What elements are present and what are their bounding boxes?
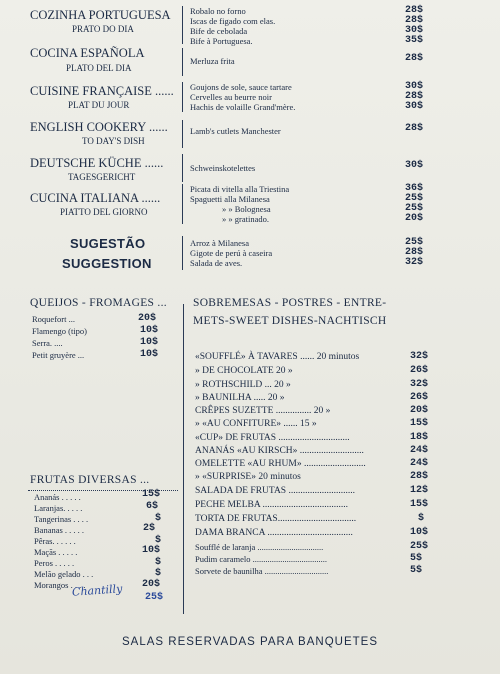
brace [182,48,187,76]
price: 10$ [140,337,159,348]
price: 24$ [410,445,429,456]
list-item: Bananas . . . . . [34,525,85,535]
price: 18$ [410,432,429,443]
price: 10$ [410,527,429,538]
dish: Robalo no forno [190,6,246,16]
cuisine-subtitle: PIATTO DEL GIORNO [60,207,148,217]
cuisine-title: CUCINA ITALIANA ...... [30,191,161,205]
list-item: Roquefort ... [32,314,75,324]
dish: » » Bolognesa [222,204,271,214]
list-item: Pudim caramelo ................................... [195,554,327,564]
price: 30$ [405,81,424,92]
dish: Merluza frita [190,56,235,66]
dish: Iscas de figado com elas. [190,16,276,26]
cuisine-title: CUISINE FRANÇAISE ...... [30,84,174,98]
brace [182,236,187,270]
list-item: TORTA DE FRUTAS................................. [195,514,357,524]
dish: Spaguetti alla Milanesa [190,194,270,204]
list-item: DAMA BRANCA .................................... [195,528,353,538]
handwritten-note: Chantilly [71,582,123,599]
suggestion-title: SUGESTÃO [70,236,146,251]
section-title: SOBREMESAS - POSTRES - ENTRE- [193,297,387,309]
list-item: Tangerinas . . . . [34,514,89,524]
dish: Picata di vitella alla Triestina [190,184,290,194]
price: 30$ [405,25,424,36]
dish: Gigote de perú à caseira [190,248,273,258]
price: 25$ [405,193,424,204]
price: 6$ [146,501,159,512]
price: 15$ [410,418,429,429]
brace [182,120,187,148]
cuisine-title: DEUTSCHE KÜCHE ...... [30,156,164,170]
price: 28$ [405,5,424,16]
section-title: METS-SWEET DISHES-NACHTISCH [193,315,387,327]
price: 2$ [143,523,156,534]
dish: Cervelles au beurre noir [190,92,272,102]
price: 25$ [410,541,429,552]
price: 36$ [405,183,424,194]
price: 28$ [410,471,429,482]
list-item: CRÊPES SUZETTE ............... 20 » [195,406,331,416]
list-item: Petit gruyère ... [32,350,85,360]
price: 28$ [405,53,424,64]
section-title: FRUTAS DIVERSAS ... [30,474,150,486]
list-item: Melão gelado . . . [34,569,94,579]
column-divider [183,304,184,614]
cuisine-subtitle: PLAT DU JOUR [68,100,130,110]
list-item: Morangos . . . . [34,580,86,590]
list-item: «SOUFFLÉ» À TAVARES ...... 20 minutos [195,352,360,362]
price: 32$ [410,351,429,362]
list-item: Flamengo (tipo) [32,326,88,336]
dish: Schweinskotelettes [190,163,256,173]
price: 10$ [140,325,159,336]
price: 25$ [145,592,164,603]
brace [182,82,187,112]
list-item: » ROTHSCHILD ... 20 » [195,380,291,390]
price: 5$ [410,553,423,564]
suggestion-subtitle: SUGGESTION [62,256,152,271]
price: 15$ [410,499,429,510]
price: $ [155,535,162,546]
brace [182,6,187,44]
price: $ [418,513,425,524]
dish: Bife à Portuguesa. [190,36,253,46]
price: 35$ [405,35,424,46]
cuisine-subtitle: PRATO DO DIA [72,24,134,34]
list-item: » DE CHOCOLATE 20 » [195,366,293,376]
list-item: PECHE MELBA .................................... [195,500,349,510]
price: 25$ [405,237,424,248]
price: 26$ [410,365,429,376]
price: 28$ [405,123,424,134]
list-item: SALADA DE FRUTAS ............................ [195,486,355,496]
list-item: Serra. .... [32,338,63,348]
price: 24$ [410,458,429,469]
price: 20$ [138,313,157,324]
price: 20$ [405,213,424,224]
list-item: «CUP» DE FRUTAS .............................. [195,433,350,443]
price: 26$ [410,392,429,403]
price: 20$ [142,579,161,590]
price: 20$ [410,405,429,416]
cuisine-subtitle: PLATO DEL DIA [66,63,132,73]
section-title: QUEIJOS - FROMAGES ... [30,297,167,309]
list-item: Pêras. . . . . . [34,536,76,546]
brace [182,154,187,182]
list-item: Sorvete de baunilha .............................. [195,566,329,576]
brace [182,184,187,224]
price: $ [155,557,162,568]
cuisine-title: COZINHA PORTUGUESA [30,8,171,22]
price: 28$ [405,15,424,26]
price: 32$ [410,379,429,390]
price: 30$ [405,101,424,112]
price: 5$ [410,565,423,576]
price: 30$ [405,160,424,171]
price: $ [155,568,162,579]
price: 15$ [142,489,161,500]
list-item: » «AU CONFITURE» ...... 15 » [195,419,317,429]
list-item: » «SURPRISE» 20 minutos [195,472,301,482]
list-item: » BAUNILHA ..... 20 » [195,393,285,403]
price: $ [155,513,162,524]
price: 28$ [405,91,424,102]
price: 28$ [405,247,424,258]
cuisine-subtitle: TO DAY'S DISH [82,136,145,146]
dish: Salada de aves. [190,258,243,268]
cuisine-title: COCINA ESPAÑOLA [30,46,145,60]
dish: Arroz à Milanesa [190,238,250,248]
price: 10$ [142,545,161,556]
list-item: Laranjas. . . . . [34,503,83,513]
dish: Lamb's cutlets Manchester [190,126,281,136]
price: 10$ [140,349,159,360]
price: 25$ [405,203,424,214]
list-item: Peros . . . . . [34,558,75,568]
cuisine-title: ENGLISH COOKERY ...... [30,120,168,134]
list-item: Maçãs . . . . . [34,547,78,557]
dish: Goujons de sole, sauce tartare [190,82,292,92]
price: 12$ [410,485,429,496]
dish: » » gratinado. [222,214,269,224]
list-item: ANANÁS «AU KIRSCH» ........................... [195,446,364,456]
list-item: OMELETTE «AU RHUM» .......................... [195,459,366,469]
footer-banquets: SALAS RESERVADAS PARA BANQUETES [122,636,378,648]
list-item: Ananás . . . . . [34,492,81,502]
dish: Hachis de volaille Grand'mère. [190,102,296,112]
cuisine-subtitle: TAGESGERICHT [68,172,136,182]
price: 32$ [405,257,424,268]
list-item: Soufflé de laranja ............................... [195,542,324,552]
dish: Bife de cebolada [190,26,248,36]
